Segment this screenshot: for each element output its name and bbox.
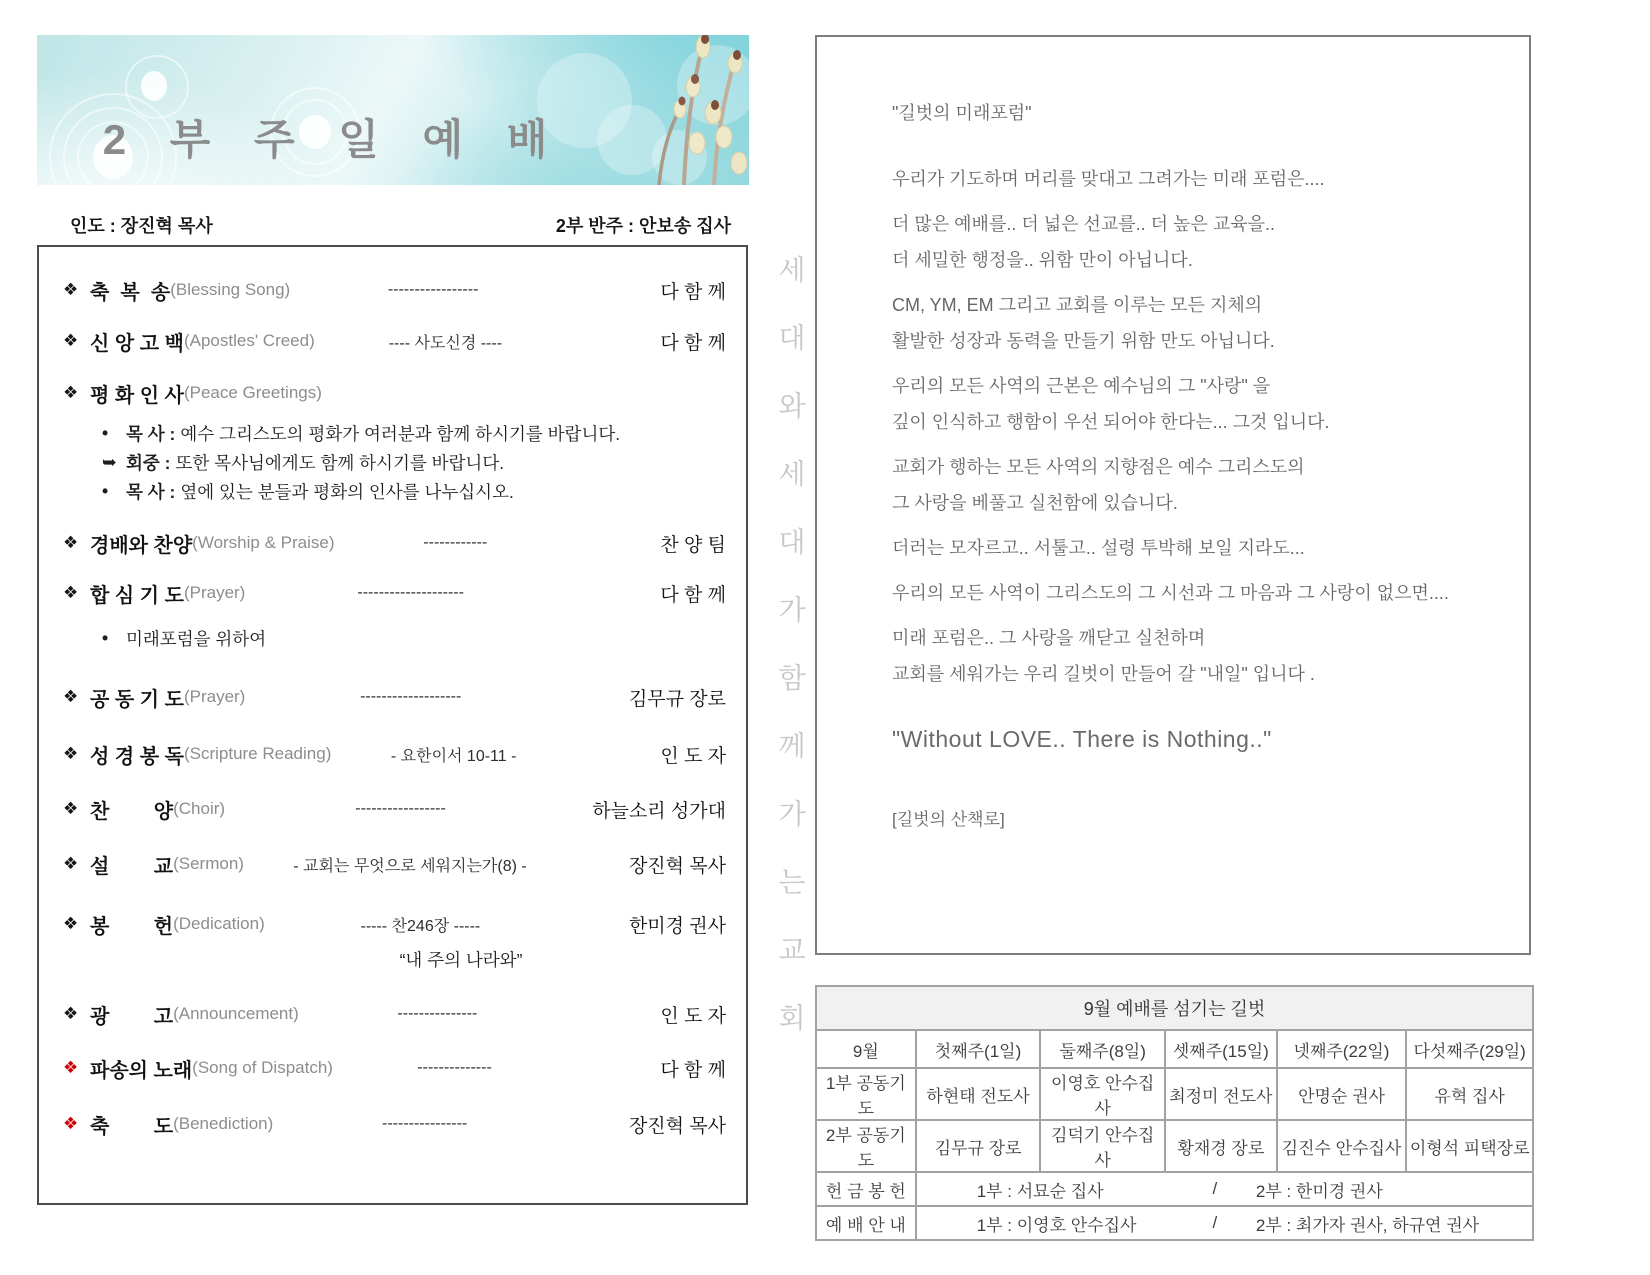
article-line: 더 많은 예배를.. 더 넓은 선교를.. 더 높은 교육을..: [892, 214, 1275, 234]
column-header: 셋째주(15일): [1165, 1030, 1277, 1068]
article-footer: [길벗의 산책로]: [892, 810, 1005, 829]
item-title: 축 도: [90, 1115, 174, 1138]
item-title: 축 복 송: [90, 281, 171, 304]
diamond-bullet-icon: ❖: [63, 533, 79, 552]
speaker-text: 또한 목사님에게도 함께 하시기를 바랍니다.: [175, 452, 505, 473]
speaker-text: 옆에 있는 분들과 평화의 인사를 나누십시오.: [180, 481, 514, 502]
separator: /: [1212, 1179, 1218, 1198]
table-cell: 김덕기 안수집사: [1040, 1120, 1165, 1172]
item-person: 다 함 께: [660, 1059, 726, 1081]
order-of-worship-box: [37, 245, 748, 1205]
peace-greeting-line: [102, 420, 620, 446]
item-dashes: -------------------: [360, 688, 462, 705]
item-title-en: (Prayer): [183, 583, 246, 602]
item-person: 다 함 께: [660, 332, 726, 354]
peace-greeting-line: [102, 449, 504, 475]
item-title-en: (Song of Dispatch): [192, 1058, 333, 1077]
worship-item-row: [63, 578, 726, 608]
item-title: 성 경 봉 독: [90, 745, 184, 768]
item-dashes: ---------------: [397, 1005, 478, 1022]
table-row: [816, 1068, 1533, 1120]
diamond-bullet-icon: ❖: [63, 744, 79, 763]
item-dashes: -----------------: [355, 800, 446, 817]
item-person: 장진혁 목사: [628, 855, 726, 877]
diamond-bullet-icon: ❖: [63, 383, 79, 402]
accompanist: 2부 반주 : 안보송 집사: [555, 216, 731, 236]
item-title-en: (Prayer): [183, 687, 246, 706]
item-title: 경배와 찬양: [90, 534, 193, 557]
worship-item-row: [63, 909, 726, 939]
merged-cell: [916, 1172, 1533, 1206]
september-servers-table: [815, 985, 1534, 1241]
article-line: CM, YM, EM 그리고 교회를 이루는 모든 지체의: [892, 295, 1263, 315]
table-cell: 이형석 피택장로: [1406, 1120, 1533, 1172]
article-line: 교회를 세워가는 우리 길벗이 만들어 갈 "내일" 입니다 .: [892, 664, 1315, 684]
item-title-en: (Peace Greetings): [183, 383, 322, 402]
item-person: 찬 양 팀: [660, 534, 726, 556]
second-service-person: 2부 : 최가자 권사, 하규연 권사: [1255, 1215, 1480, 1235]
item-title-en: (Scripture Reading): [183, 744, 332, 763]
diamond-bullet-icon: ❖: [63, 583, 79, 602]
table-cell: 김진수 안수집사: [1277, 1120, 1407, 1172]
hymn-title-note: “내 주의 나라와”: [399, 950, 523, 970]
worship-item-row: [63, 275, 726, 305]
first-service-person: 1부 : 서묘순 집사: [976, 1181, 1104, 1201]
article-title: "길벗의 미래포럼": [892, 103, 1032, 123]
dot-bullet-icon: •: [102, 422, 109, 443]
ripple-center-icon: [141, 71, 167, 101]
merged-cell: [916, 1206, 1533, 1240]
diamond-bullet-icon: ❖: [63, 1004, 79, 1023]
item-title: 합 심 기 도: [90, 584, 184, 607]
article-line: 교회가 행하는 모든 사역의 지향점은 예수 그리스도의: [892, 457, 1305, 477]
speaker-text: 예수 그리스도의 평화가 여러분과 함께 하시기를 바랍니다.: [180, 423, 621, 444]
vertical-motto-text: 세대와세대가함께가는교회: [775, 255, 806, 1071]
item-person: 김무규 장로: [628, 688, 726, 710]
worship-item-row: [63, 794, 726, 824]
item-person: 인 도 자: [660, 745, 726, 767]
table-row: [816, 1120, 1533, 1172]
column-header: 둘째주(8일): [1040, 1030, 1165, 1068]
row-label: 예 배 안 내: [816, 1206, 916, 1240]
english-quote: "Without LOVE.. There is Nothing..": [892, 726, 1272, 752]
item-title: 평 화 인 사: [90, 384, 184, 407]
separator: /: [1212, 1213, 1218, 1232]
article-line: 우리가 기도하며 머리를 맞대고 그려가는 미래 포럼은....: [892, 169, 1325, 189]
speaker-label: 회중 :: [126, 452, 171, 473]
worship-item-row: [63, 682, 726, 712]
item-title-en: (Choir): [173, 799, 226, 818]
item-title-en: (Benediction): [173, 1114, 274, 1133]
item-title-en: (Apostles' Creed): [183, 331, 315, 350]
speaker-label: 목 사 :: [126, 423, 176, 444]
prayer-topic: 미래포럼을 위하여: [126, 628, 267, 649]
item-person: 하늘소리 성가대: [592, 800, 726, 822]
arrow-bullet-icon: ➥: [102, 451, 117, 472]
article-line: 미래 포럼은.. 그 사랑을 깨닫고 실천하며: [892, 628, 1206, 648]
table-cell: 하현태 전도사: [916, 1068, 1041, 1120]
prayer-topic-line: [102, 625, 266, 651]
article-line: 더러는 모자르고.. 서툴고.. 설령 투박해 보일 지라도...: [892, 538, 1305, 558]
table-row: [816, 1172, 1533, 1206]
item-dashes: ---- 사도신경 ----: [388, 334, 503, 352]
second-service-person: 2부 : 한미경 권사: [1255, 1181, 1383, 1201]
worship-item-row: [63, 326, 726, 356]
table-cell: 황재경 장로: [1165, 1120, 1277, 1172]
leaders-line: [37, 212, 749, 238]
table-cell: 안명순 권사: [1277, 1068, 1407, 1120]
page-title: 2 부 주 일 예 배: [102, 116, 564, 163]
table-title: 9월 예배를 섬기는 길벗: [816, 986, 1533, 1030]
table-cell: 이영호 안수집사: [1040, 1068, 1165, 1120]
item-person: 한미경 권사: [628, 915, 726, 937]
table-header-row: [816, 1030, 1533, 1068]
column-header: 9월: [816, 1030, 916, 1068]
item-title: 파송의 노래: [90, 1059, 193, 1082]
column-header: 다섯째주(29일): [1406, 1030, 1533, 1068]
worship-item-row: [63, 739, 726, 769]
diamond-bullet-icon: ❖: [63, 914, 79, 933]
item-title: 설 교: [90, 855, 174, 878]
column-header: 첫째주(1일): [916, 1030, 1041, 1068]
item-dashes: ------------: [423, 534, 488, 551]
worship-item-row: [63, 999, 726, 1029]
diamond-bullet-red-icon: ❖: [63, 1114, 79, 1133]
dot-bullet-icon: •: [102, 627, 109, 648]
item-scripture: - 요한이서 10-11 -: [390, 747, 517, 765]
item-title-en: (Sermon): [173, 854, 244, 873]
item-person: 장진혁 목사: [628, 1115, 726, 1137]
row-label: 1부 공동기도: [816, 1068, 916, 1120]
speaker-label: 목 사 :: [126, 481, 176, 502]
worship-item-row: [63, 1109, 726, 1139]
item-title-en: (Worship & Praise): [192, 533, 335, 552]
hymn-number: ----- 찬246장 -----: [360, 917, 481, 935]
table-cell: 유혁 집사: [1406, 1068, 1533, 1120]
item-person: 인 도 자: [660, 1005, 726, 1027]
worship-item-row: [63, 1053, 726, 1083]
article-line: 활발한 성장과 동력을 만들기 위함 만도 아닙니다.: [892, 331, 1275, 351]
row-label: 2부 공동기도: [816, 1120, 916, 1172]
diamond-bullet-icon: ❖: [63, 280, 79, 299]
article-line: 우리의 모든 사역의 근본은 예수님의 그 "사랑" 을: [892, 376, 1271, 396]
worship-banner: [37, 35, 749, 185]
item-title: 찬 양: [90, 800, 174, 823]
item-dashes: --------------: [417, 1059, 492, 1076]
diamond-bullet-icon: ❖: [63, 331, 79, 350]
diamond-bullet-red-icon: ❖: [63, 1058, 79, 1077]
item-title: 광 고: [90, 1005, 174, 1028]
table-row: [816, 1206, 1533, 1240]
item-dashes: --------------------: [357, 584, 464, 601]
diamond-bullet-icon: ❖: [63, 799, 79, 818]
dot-bullet-icon: •: [102, 480, 109, 501]
forum-article-box: [815, 35, 1531, 955]
item-dashes: -----------------: [387, 281, 479, 298]
column-header: 넷째주(22일): [1277, 1030, 1407, 1068]
item-title-en: (Blessing Song): [170, 280, 291, 299]
article-line: 깊이 인식하고 행함이 우선 되어야 한다는... 그것 입니다.: [892, 412, 1330, 432]
article-line: 그 사랑을 베풀고 실천함에 있습니다.: [892, 493, 1178, 513]
item-title: 신 앙 고 백: [90, 332, 184, 355]
table-cell: 김무규 장로: [916, 1120, 1041, 1172]
worship-leader: 인도 : 장진혁 목사: [70, 216, 213, 236]
peace-greeting-line: [102, 478, 514, 504]
sermon-title: - 교회는 무엇으로 세워지는가(8) -: [293, 857, 527, 875]
row-label: 헌 금 봉 헌: [816, 1172, 916, 1206]
first-service-person: 1부 : 이영호 안수집사: [976, 1215, 1137, 1235]
worship-item-row: [63, 849, 726, 879]
table-title-row: [816, 986, 1533, 1030]
diamond-bullet-icon: ❖: [63, 687, 79, 706]
article-line: 더 세밀한 행정을.. 위함 만이 아닙니다.: [892, 250, 1193, 270]
item-dashes: ----------------: [382, 1115, 468, 1132]
table-cell: 최정미 전도사: [1165, 1068, 1277, 1120]
item-person: 다 함 께: [660, 584, 726, 606]
item-title-en: (Announcement): [173, 1004, 299, 1023]
worship-item-row: [63, 378, 726, 408]
worship-item-row: [63, 528, 726, 558]
item-title: 봉 헌: [90, 915, 174, 938]
item-title-en: (Dedication): [173, 914, 265, 933]
diamond-bullet-icon: ❖: [63, 854, 79, 873]
article-line: 우리의 모든 사역이 그리스도의 그 시선과 그 마음과 그 사랑이 없으면....: [892, 583, 1449, 603]
item-title: 공 동 기 도: [90, 688, 184, 711]
item-person: 다 함 께: [660, 281, 726, 303]
